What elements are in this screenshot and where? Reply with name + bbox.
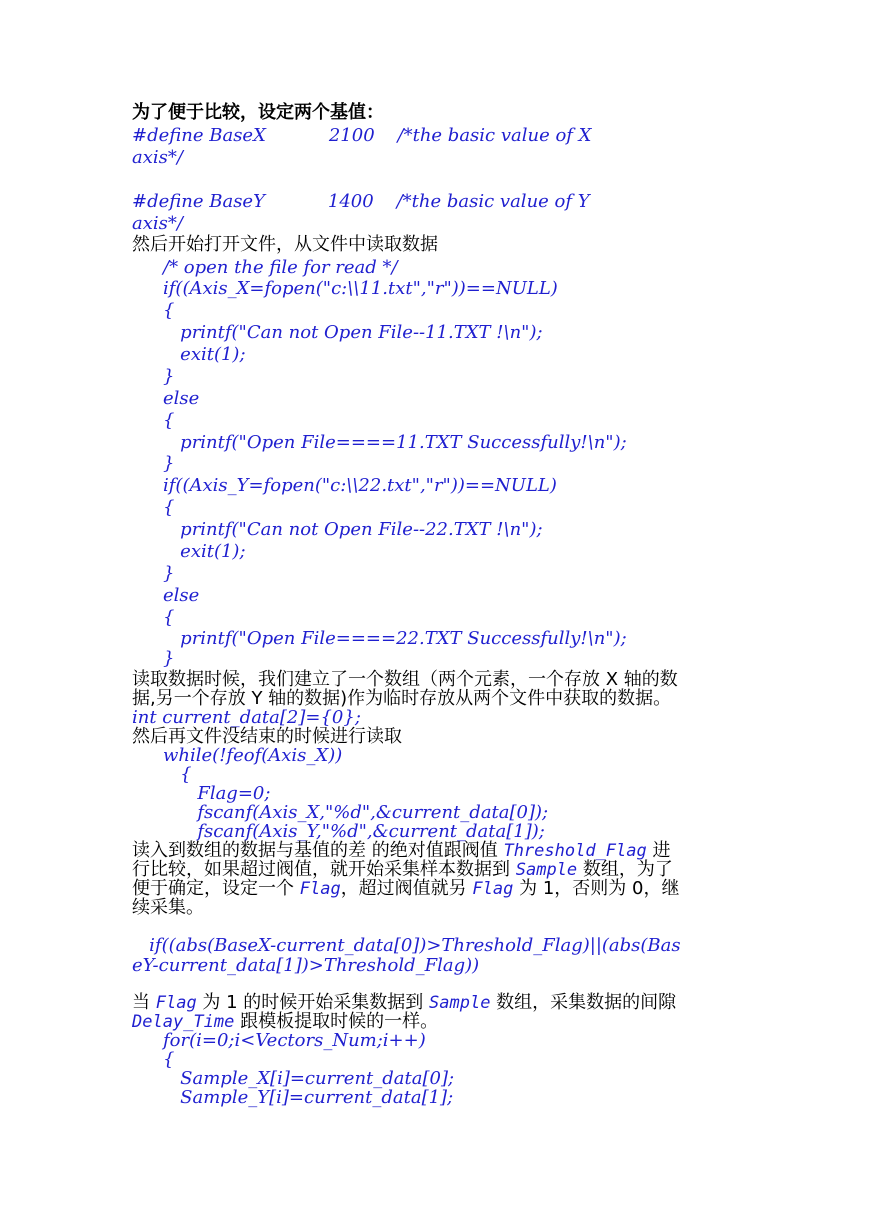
text-run: 便于确定，设定一个	[132, 878, 300, 899]
text-run: 读入到数组的数据与基值的差 的绝对值跟阀值	[132, 840, 504, 861]
code-line: exit(1);	[163, 541, 246, 562]
code-line: for(i=0;i<Vectors_Num;i++)	[163, 1030, 426, 1051]
compare-description-line3	[132, 879, 679, 899]
term-threshold-flag: Threshold_Flag	[503, 841, 647, 861]
code-line: fscanf(Axis_X,"%d",&current_data[0]);	[163, 802, 549, 823]
define-basex-line: #define BaseX 2100 /*the basic value of X	[132, 125, 592, 146]
code-line: {	[163, 300, 175, 321]
code-line: Sample_Y[i]=current_data[1];	[163, 1087, 454, 1108]
sample-description-line2	[132, 1012, 438, 1032]
code-line: else	[163, 585, 200, 606]
read-intro: 然后再文件没结束的时候进行读取	[132, 726, 402, 747]
code-line: }	[163, 563, 175, 584]
text-run: 进	[646, 840, 671, 861]
code-line: printf("Open File====22.TXT Successfully!\n");	[163, 628, 627, 649]
code-line: fscanf(Axis_Y,"%d",&current_data[1]);	[163, 821, 545, 842]
code-line: }	[163, 648, 175, 669]
text-run: 跟模板提取时候的一样。	[234, 1011, 439, 1032]
if-condition-line1: if((abs(BaseX-current_data[0])>Threshold_Flag)||(abs(Bas	[132, 935, 681, 956]
sample-description-line1	[132, 993, 676, 1013]
define-basey-wrap: axis*/	[132, 213, 183, 234]
code-line: {	[163, 1049, 175, 1070]
compare-description-line2	[132, 860, 673, 880]
code-line: Sample_X[i]=current_data[0];	[163, 1068, 455, 1089]
code-line: if((Axis_Y=fopen("c:\\22.txt","r"))==NULL)	[163, 475, 557, 496]
code-line: {	[163, 497, 175, 518]
term-flag: Flag	[155, 993, 197, 1013]
term-sample: Sample	[515, 860, 578, 880]
define-basey-line: #define BaseY 1400 /*the basic value of Y	[132, 191, 590, 212]
text-run: 为 1，否则为 0，继	[513, 878, 680, 899]
code-line: if((Axis_X=fopen("c:\\11.txt","r"))==NULL)	[163, 278, 558, 299]
code-line: {	[163, 764, 192, 785]
code-line: {	[163, 410, 175, 431]
code-line: printf("Can not Open File--11.TXT !\n");	[163, 322, 543, 343]
term-sample: Sample	[429, 993, 491, 1013]
code-line: {	[163, 607, 175, 628]
term-flag: Flag	[472, 879, 514, 899]
text-run: 数组，为了	[577, 859, 673, 880]
array-description-line1: 读取数据时候，我们建立了一个数组（两个元素，一个存放 X 轴的数	[132, 669, 678, 690]
code-line: /* open the file for read */	[163, 257, 398, 278]
code-line: exit(1);	[163, 344, 246, 365]
array-description-line2: 据,另一个存放 Y 轴的数据)作为临时存放从两个文件中获取的数据。	[132, 688, 672, 709]
code-line: else	[163, 388, 200, 409]
text-run: 当	[132, 992, 156, 1013]
text-run: ，超过阀值就另	[340, 878, 473, 899]
code-line: while(!feof(Axis_X))	[163, 745, 343, 766]
compare-description-line1	[132, 841, 670, 861]
code-line: }	[163, 366, 175, 387]
code-line: }	[163, 453, 175, 474]
array-declaration: int current_data[2]={0};	[132, 707, 361, 728]
text-run: 数组，采集数据的间隙	[490, 992, 677, 1013]
open-file-intro: 然后开始打开文件，从文件中读取数据	[132, 234, 438, 255]
term-flag: Flag	[299, 879, 341, 899]
if-condition-line2: eY-current_data[1])>Threshold_Flag))	[132, 955, 480, 976]
compare-description-line4: 续采集。	[132, 897, 204, 918]
text-run: 行比较，如果超过阀值，就开始采集样本数据到	[132, 859, 516, 880]
code-line: Flag=0;	[163, 783, 271, 804]
define-basex-wrap: axis*/	[132, 147, 183, 168]
code-line: printf("Can not Open File--22.TXT !\n");	[163, 519, 543, 540]
term-delay-time: Delay_Time	[132, 1012, 235, 1032]
code-line: printf("Open File====11.TXT Successfully!\n");	[163, 432, 627, 453]
section-heading: 为了便于比较，设定两个基值：	[132, 102, 384, 123]
text-run: 为 1 的时候开始采集数据到	[196, 992, 430, 1013]
